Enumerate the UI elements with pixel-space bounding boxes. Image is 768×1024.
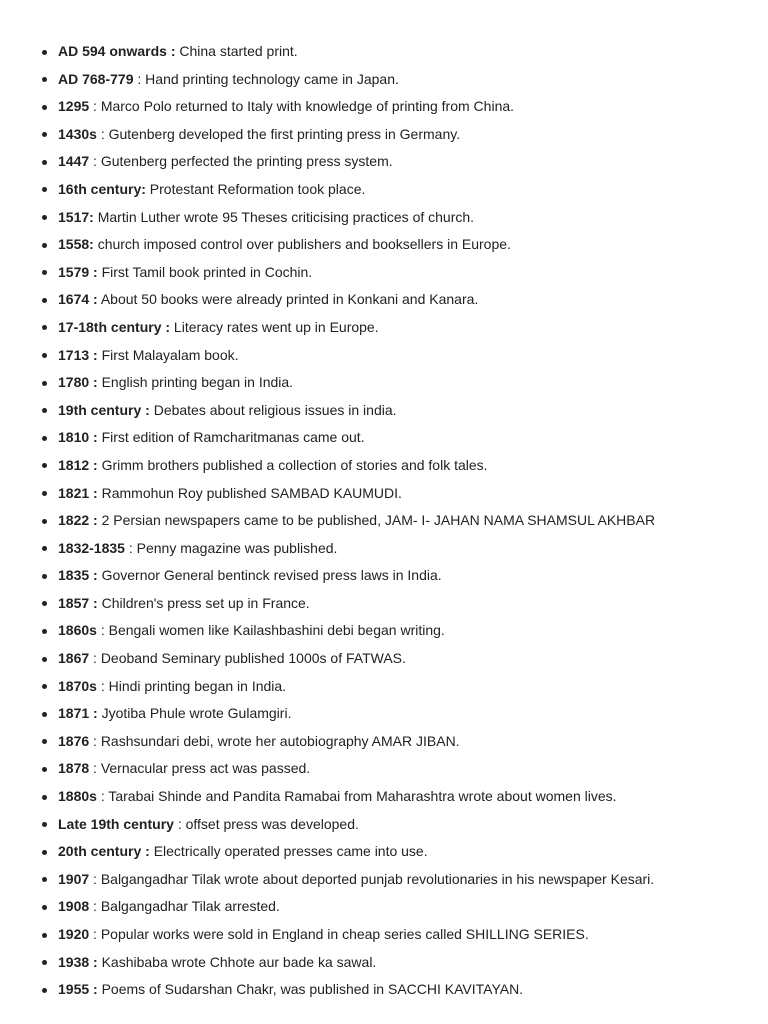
item-date-label: 1832-1835 bbox=[58, 539, 125, 556]
item-date-label: 1810 : bbox=[58, 429, 98, 446]
item-date-label: AD 594 onwards : bbox=[58, 43, 176, 59]
list-item bbox=[0, 369, 768, 397]
item-date-label: 20th century : bbox=[58, 843, 150, 860]
list-item bbox=[0, 314, 768, 342]
item-date-label: AD 768-779 bbox=[58, 70, 134, 87]
list-item bbox=[0, 121, 768, 149]
item-description: Poems of Sudarshan Chakr, was published in SACCHI KAVITAYAN. bbox=[97, 981, 524, 998]
item-description: : Penny magazine was published. bbox=[124, 539, 338, 556]
item-description: Jyotiba Phule wrote Gulamgiri. bbox=[97, 705, 292, 722]
item-date-label: 1822 : bbox=[58, 512, 98, 529]
item-description: church imposed control over publishers and booksellers in Europe. bbox=[93, 236, 511, 253]
item-description: Debates about religious issues in india. bbox=[149, 401, 397, 418]
item-description: First Tamil book printed in Cochin. bbox=[97, 263, 313, 280]
list-item bbox=[0, 562, 768, 590]
list-item bbox=[0, 590, 768, 618]
list-item bbox=[0, 535, 768, 563]
list-item bbox=[0, 976, 768, 1004]
item-description: Kashibaba wrote Chhote aur bade ka sawal. bbox=[97, 953, 377, 970]
list-item bbox=[0, 93, 768, 121]
list-item bbox=[0, 204, 768, 232]
item-description: Children's press set up in France. bbox=[97, 594, 310, 611]
list-item bbox=[0, 617, 768, 645]
item-description: : Rashsundari debi, wrote her autobiography AMAR JIBAN. bbox=[89, 732, 460, 749]
item-date-label: 1579 : bbox=[58, 263, 98, 280]
item-date-label: 1870s bbox=[58, 677, 97, 694]
item-date-label: 1558: bbox=[58, 236, 94, 253]
item-description: China started print. bbox=[175, 43, 298, 59]
item-date-label: 1835 : bbox=[58, 567, 98, 584]
list-item bbox=[0, 397, 768, 425]
item-date-label: 1955 : bbox=[58, 981, 98, 998]
list-item bbox=[0, 342, 768, 370]
item-description: Protestant Reformation took place. bbox=[145, 180, 366, 197]
item-date-label: 1713 : bbox=[58, 346, 98, 363]
item-date-label: 1907 bbox=[58, 870, 90, 887]
item-description: : Gutenberg developed the first printing press in Germany. bbox=[96, 125, 461, 142]
list-item bbox=[0, 700, 768, 728]
item-date-label: 1880s bbox=[58, 788, 97, 805]
item-description: : Tarabai Shinde and Pandita Ramabai from Maharashtra wrote about women lives. bbox=[96, 788, 617, 805]
item-description: : Deoband Seminary published 1000s of FATWAS. bbox=[89, 650, 406, 667]
item-date-label: 1871 : bbox=[58, 705, 98, 722]
item-description: : Gutenberg perfected the printing press system. bbox=[89, 153, 393, 170]
item-date-label: 17-18th century : bbox=[58, 318, 171, 335]
item-description: : offset press was developed. bbox=[173, 815, 359, 832]
item-date-label: 1920 bbox=[58, 926, 90, 942]
item-date-label: 1938 : bbox=[58, 953, 98, 970]
list-item bbox=[0, 866, 768, 894]
item-description: Rammohun Roy published SAMBAD KAUMUDI. bbox=[97, 484, 402, 501]
list-item bbox=[0, 783, 768, 811]
item-date-label: 1867 bbox=[58, 650, 90, 667]
item-date-label: 1857 : bbox=[58, 594, 98, 611]
item-description: First Malayalam book. bbox=[97, 346, 239, 363]
item-description: : Balgangadhar Tilak arrested. bbox=[89, 898, 280, 915]
list-item bbox=[0, 480, 768, 508]
item-date-label: 19th century : bbox=[58, 401, 150, 418]
item-description: : Hindi printing began in India. bbox=[96, 677, 287, 694]
item-description: Governor General bentinck revised press laws in India. bbox=[97, 567, 442, 584]
list-item bbox=[0, 921, 768, 949]
list-item bbox=[0, 424, 768, 452]
item-description: : Bengali women like Kailashbashini debi began writing. bbox=[96, 622, 445, 639]
item-description: Martin Luther wrote 95 Theses criticising practices of church. bbox=[93, 208, 475, 225]
item-description: Grimm brothers published a collection of stories and folk tales. bbox=[97, 456, 488, 473]
item-description: English printing began in India. bbox=[97, 374, 294, 391]
list-item bbox=[0, 893, 768, 921]
item-date-label: 1430s bbox=[58, 125, 97, 142]
list-item bbox=[0, 176, 768, 204]
item-date-label: 1876 bbox=[58, 732, 90, 749]
item-description: : Vernacular press act was passed. bbox=[89, 760, 311, 777]
item-date-label: 1674 : bbox=[58, 291, 98, 308]
item-date-label: 1812 : bbox=[58, 456, 98, 473]
list-item bbox=[0, 66, 768, 94]
item-date-label: 1878 bbox=[58, 760, 90, 777]
item-date-label: 1908 bbox=[58, 898, 90, 915]
list-item bbox=[0, 949, 768, 977]
list-item bbox=[0, 259, 768, 287]
item-date-label: Late 19th century bbox=[58, 815, 174, 832]
list-item bbox=[0, 231, 768, 259]
item-date-label: 1860s bbox=[58, 622, 97, 639]
item-description: : Popular works were sold in England in cheap series called SHILLING SERIES. bbox=[89, 926, 589, 942]
item-date-label: 1295 bbox=[58, 98, 90, 115]
item-date-label: 16th century: bbox=[58, 180, 146, 197]
item-description: : Balgangadhar Tilak wrote about deported punjab revolutionaries in his newspaper Kesari. bbox=[89, 870, 655, 887]
item-date-label: 1517: bbox=[58, 208, 94, 225]
item-description: 2 Persian newspapers came to be published, JAM- I- JAHAN NAMA SHAMSUL AKHBAR bbox=[97, 512, 656, 529]
list-item bbox=[0, 755, 768, 783]
item-description: Literacy rates went up in Europe. bbox=[170, 318, 379, 335]
list-item bbox=[0, 286, 768, 314]
item-description: About 50 books were already printed in Konkani and Kanara. bbox=[97, 291, 479, 308]
list-item bbox=[0, 728, 768, 756]
list-item bbox=[0, 673, 768, 701]
item-description: : Hand printing technology came in Japan. bbox=[133, 70, 399, 87]
list-item bbox=[0, 148, 768, 176]
list-item bbox=[0, 645, 768, 673]
item-description: First edition of Ramcharitmanas came out. bbox=[97, 429, 365, 446]
list-item bbox=[0, 507, 768, 535]
item-description: : Marco Polo returned to Italy with knowledge of printing from China. bbox=[89, 98, 515, 115]
item-description: Electrically operated presses came into use. bbox=[149, 843, 428, 860]
list-item bbox=[0, 38, 768, 66]
item-date-label: 1447 bbox=[58, 153, 90, 170]
item-date-label: 1780 : bbox=[58, 374, 98, 391]
list-item bbox=[0, 838, 768, 866]
list-item bbox=[0, 811, 768, 839]
list-item bbox=[0, 452, 768, 480]
item-date-label: 1821 : bbox=[58, 484, 98, 501]
